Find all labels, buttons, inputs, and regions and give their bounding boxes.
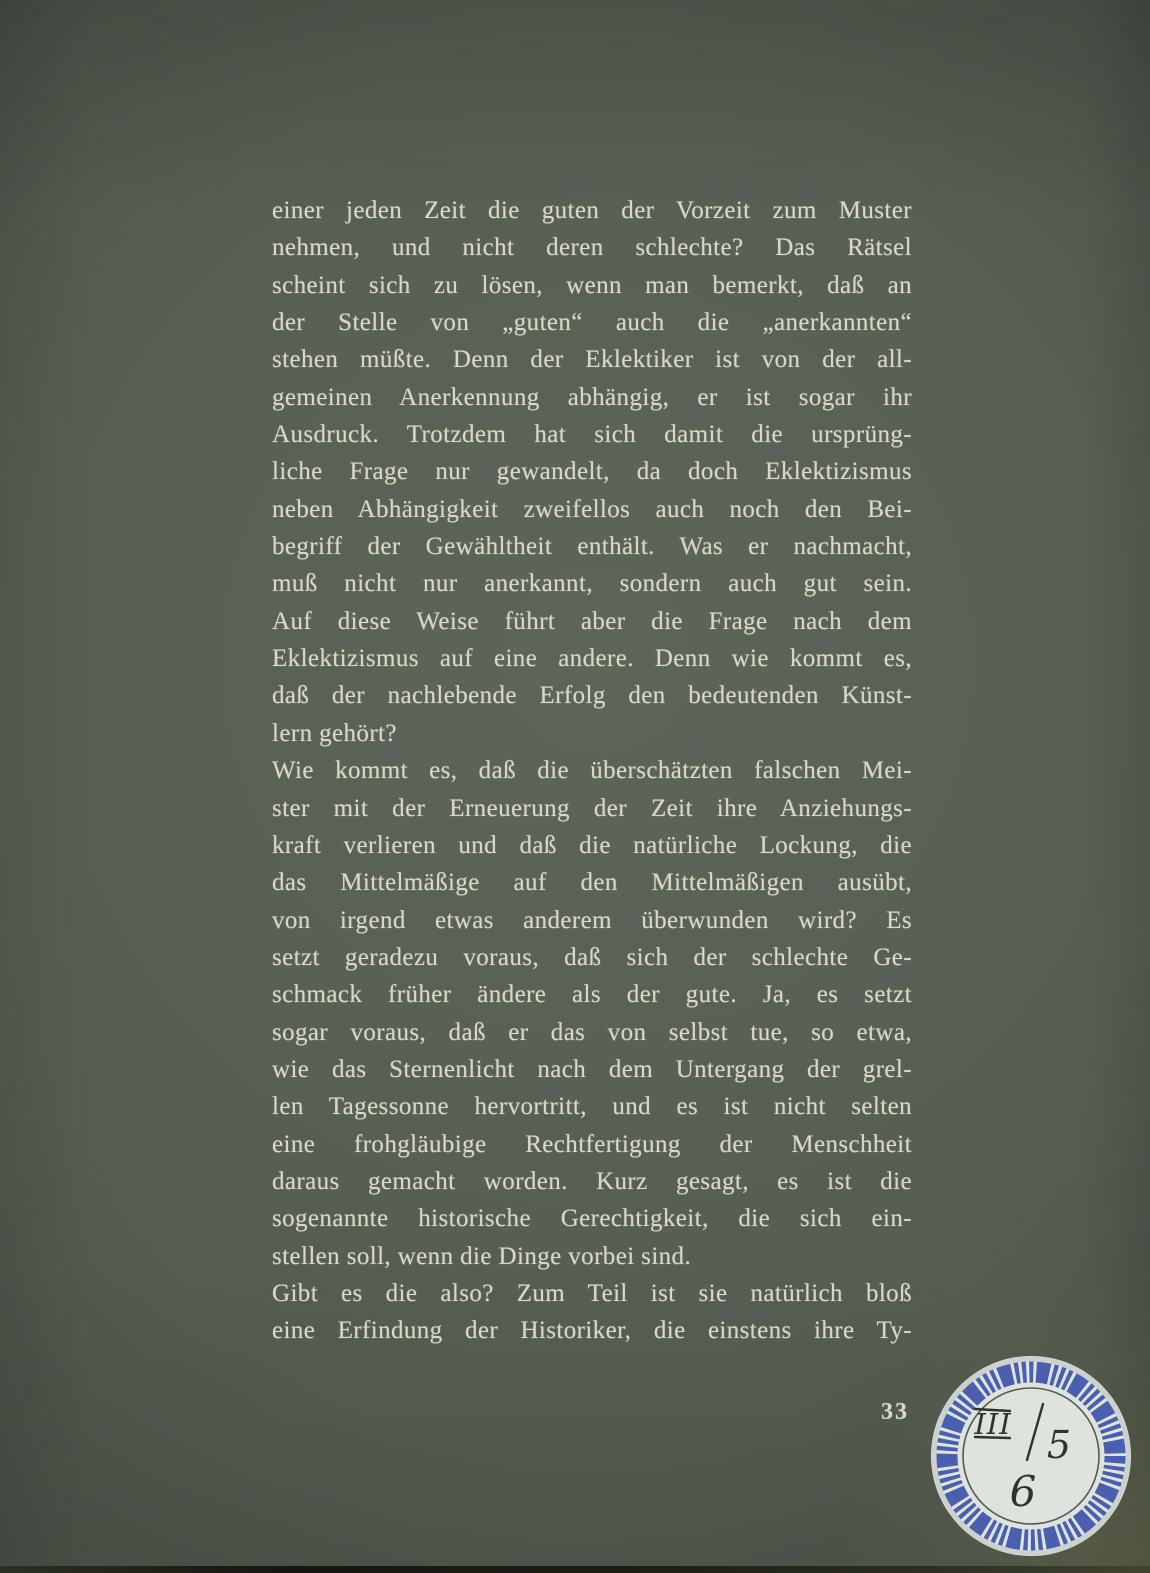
- stamp-bottom-number: 6: [1009, 1467, 1037, 1516]
- text-line: der Stelle von „guten“ auch die „anerkannten“: [272, 309, 912, 337]
- library-stamp: [928, 1353, 1134, 1559]
- text-line: Ausdruck. Trotzdem hat sich damit die ursprüng-: [272, 421, 912, 449]
- text-line: stehen müßte. Denn der Eklektiker ist von der all-: [272, 346, 912, 374]
- text-line: von irgend etwas anderem überwunden wird? Es: [272, 906, 912, 934]
- text-line: begriff der Gewähltheit enthält. Was er nachmacht,: [272, 533, 912, 561]
- page-number: 33: [881, 1399, 909, 1425]
- text-line: liche Frage nur gewandelt, da doch Eklektizismus: [272, 458, 912, 486]
- text-line: einer jeden Zeit die guten der Vorzeit zum Muster: [272, 197, 912, 224]
- text-line: sogar voraus, daß er das von selbst tue, so etwa,: [272, 1018, 912, 1046]
- stamp-shelfmark-numeral: III: [974, 1407, 1012, 1441]
- text-line: stellen soll, wenn die Dinge vorbei sind.: [272, 1242, 692, 1270]
- text-line: schmack früher ändere als der gute. Ja, es setzt: [272, 981, 912, 1009]
- text-line: kraft verlieren und daß die natürliche Lockung, die: [272, 831, 912, 859]
- text-line: wie das Sternenlicht nach dem Untergang der grel-: [272, 1055, 912, 1083]
- text-line: muß nicht nur anerkannt, sondern auch gut sein.: [272, 570, 912, 598]
- text-line: Gibt es die also? Zum Teil ist sie natürlich bloß: [272, 1279, 912, 1307]
- text-line: eine frohgläubige Rechtfertigung der Menschheit: [272, 1130, 912, 1158]
- text-line: scheint sich zu lösen, wenn man bemerkt, daß an: [272, 271, 912, 299]
- text-line: nehmen, und nicht deren schlechte? Das Rätsel: [272, 234, 912, 262]
- stamp-shelfmark-denominator: 5: [1046, 1423, 1072, 1467]
- text-line: Auf diese Weise führt aber die Frage nach dem: [272, 607, 912, 635]
- page-bottom-edge: [0, 1566, 1150, 1573]
- text-line: sogenannte historische Gerechtigkeit, die sich ein-: [272, 1205, 912, 1233]
- text-line: Wie kommt es, daß die überschätzten falschen Mei-: [272, 757, 912, 785]
- text-line: lern gehört?: [272, 719, 397, 747]
- text-line: das Mittelmäßige auf den Mittelmäßigen ausübt,: [272, 869, 912, 897]
- text-line: ster mit der Erneuerung der Zeit ihre Anziehungs-: [272, 794, 912, 822]
- text-line: Eklektizismus auf eine andere. Denn wie kommt es,: [272, 645, 912, 673]
- text-line: eine Erfindung der Historiker, die einstens ihre Ty-: [272, 1317, 912, 1345]
- text-line: len Tagessonne hervortritt, und es ist nicht selten: [272, 1093, 912, 1121]
- text-block: [272, 192, 912, 1350]
- text-line: gemeinen Anerkennung abhängig, er ist sogar ihr: [272, 383, 912, 411]
- text-line: daraus gemacht worden. Kurz gesagt, es ist die: [272, 1167, 912, 1195]
- text-line: setzt geradezu voraus, daß sich der schlechte Ge-: [272, 943, 912, 971]
- text-line: daß der nachlebende Erfolg den bedeutenden Künst-: [272, 682, 912, 710]
- text-line: neben Abhängigkeit zweifellos auch noch den Bei-: [272, 495, 912, 523]
